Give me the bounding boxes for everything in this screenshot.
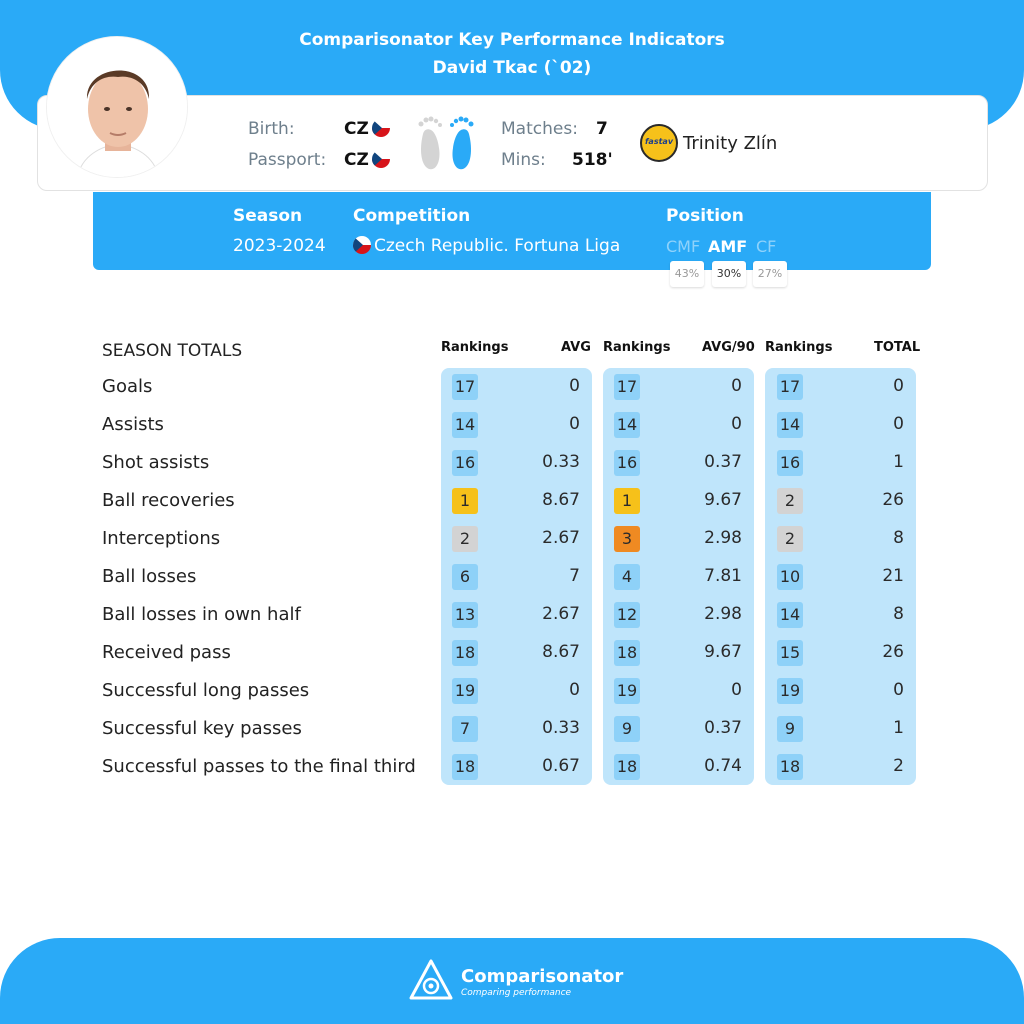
position-label: Position [666,206,744,226]
stat-label: Successful key passes [102,718,302,739]
position-amf: AMF [708,237,748,256]
czech-flag-icon [372,119,390,137]
position-cmf: CMF [666,237,701,256]
rank-chip: 15 [777,640,803,666]
rank-chip: 17 [452,374,478,400]
mins-label: Mins: [501,150,546,170]
stat-value-avg: 0 [569,376,580,396]
stat-value-avg90: 7.81 [704,566,742,586]
position-pct-cf: 27% [753,261,787,287]
stat-label: Successful passes to the final third [102,756,416,777]
player-avatar [46,36,188,178]
col-rankings-avg90: Rankings [603,340,671,355]
stat-value-avg90: 0 [731,376,742,396]
czech-flag-icon [372,150,390,168]
competition-value [353,236,620,256]
stat-value-avg90: 9.67 [704,490,742,510]
rank-chip: 14 [452,412,478,438]
rank-chip: 14 [777,412,803,438]
col-avg: AVG [561,340,591,355]
rank-chip: 1 [452,488,478,514]
stat-value-avg: 8.67 [542,642,580,662]
stat-value-total: 21 [882,566,904,586]
rank-chip: 18 [614,754,640,780]
season-totals-title: SEASON TOTALS [102,341,243,361]
rank-chip: 19 [452,678,478,704]
stat-label: Ball losses [102,566,197,587]
stat-value-total: 0 [893,376,904,396]
stat-value-avg90: 0.37 [704,452,742,472]
rank-chip: 7 [452,716,478,742]
stat-label: Assists [102,414,164,435]
stat-value-avg: 0.67 [542,756,580,776]
rank-chip: 2 [452,526,478,552]
rank-chip: 19 [777,678,803,704]
rank-chip: 12 [614,602,640,628]
passport-value [344,150,390,170]
matches-value: 7 [596,119,608,139]
birth-value [344,119,390,139]
stat-value-avg90: 0.74 [704,756,742,776]
rank-chip: 17 [614,374,640,400]
competition-name: Czech Republic. Fortuna Liga [374,236,621,256]
col-total: TOTAL [874,340,921,355]
matches-label: Matches: [501,119,578,139]
stat-label: Successful long passes [102,680,310,701]
season-value: 2023-2024 [233,236,326,256]
stat-value-avg: 2.67 [542,604,580,624]
col-rankings-total: Rankings [765,340,833,355]
rank-chip: 16 [452,450,478,476]
comparisonator-logo-icon [408,958,454,1004]
position-pct-cmf: 43% [670,261,704,287]
stat-value-total: 1 [893,718,904,738]
rank-chip: 9 [777,716,803,742]
stat-value-total: 8 [893,528,904,548]
rank-chip: 3 [614,526,640,552]
rank-chip: 16 [777,450,803,476]
stat-value-total: 1 [893,452,904,472]
footer-tagline: Comparing performance [461,988,572,998]
stat-label: Received pass [102,642,231,663]
stat-value-avg90: 2.98 [704,528,742,548]
stat-label: Ball losses in own half [102,604,301,625]
footer-brand: Comparisonator [461,966,624,987]
position-cf: CF [756,237,777,256]
passport-country-code: CZ [344,150,369,170]
stat-label: Interceptions [102,528,221,549]
passport-label: Passport: [248,150,327,170]
stat-value-avg90: 0 [731,680,742,700]
mins-value: 518' [572,150,613,170]
rank-chip: 18 [452,640,478,666]
rank-chip: 14 [614,412,640,438]
report-title: Comparisonator Key Performance Indicators [299,30,725,50]
stat-value-avg90: 2.98 [704,604,742,624]
rank-chip: 1 [614,488,640,514]
stat-value-avg: 7 [569,566,580,586]
rank-chip: 4 [614,564,640,590]
stat-label: Shot assists [102,452,210,473]
col-rankings-avg: Rankings [441,340,509,355]
season-band [93,192,931,270]
club-logo [640,124,678,162]
stat-value-avg: 0 [569,414,580,434]
position-pct-amf: 30% [712,261,746,287]
czech-flag-icon [353,236,371,254]
birth-country-code: CZ [344,119,369,139]
stat-value-avg: 2.67 [542,528,580,548]
player-name: David Tkac (`02) [432,58,592,78]
rank-chip: 14 [777,602,803,628]
rank-chip: 10 [777,564,803,590]
col-avg90: AVG/90 [702,340,755,355]
stat-value-avg: 8.67 [542,490,580,510]
stat-value-avg: 0.33 [542,452,580,472]
rank-chip: 2 [777,488,803,514]
stat-value-total: 26 [882,642,904,662]
rank-chip: 18 [452,754,478,780]
rank-chip: 9 [614,716,640,742]
birth-label: Birth: [248,119,295,139]
rank-chip: 18 [614,640,640,666]
rank-chip: 19 [614,678,640,704]
rank-chip: 18 [777,754,803,780]
rank-chip: 2 [777,526,803,552]
rank-chip: 6 [452,564,478,590]
stat-value-total: 0 [893,414,904,434]
stat-value-avg: 0.33 [542,718,580,738]
rank-chip: 13 [452,602,478,628]
stat-value-total: 26 [882,490,904,510]
stat-value-avg90: 9.67 [704,642,742,662]
stat-value-avg: 0 [569,680,580,700]
stat-value-total: 0 [893,680,904,700]
stat-value-total: 2 [893,756,904,776]
club-logo-text: fastav [644,137,674,146]
rank-chip: 16 [614,450,640,476]
stat-label: Goals [102,376,153,397]
season-label: Season [233,206,303,226]
player-photo-icon [47,37,188,178]
competition-label: Competition [353,206,471,226]
stat-value-total: 8 [893,604,904,624]
stat-value-avg90: 0 [731,414,742,434]
preferred-foot-icon [415,112,477,172]
club-name: Trinity Zlín [683,133,778,154]
stat-value-avg90: 0.37 [704,718,742,738]
rank-chip: 17 [777,374,803,400]
stat-label: Ball recoveries [102,490,235,511]
